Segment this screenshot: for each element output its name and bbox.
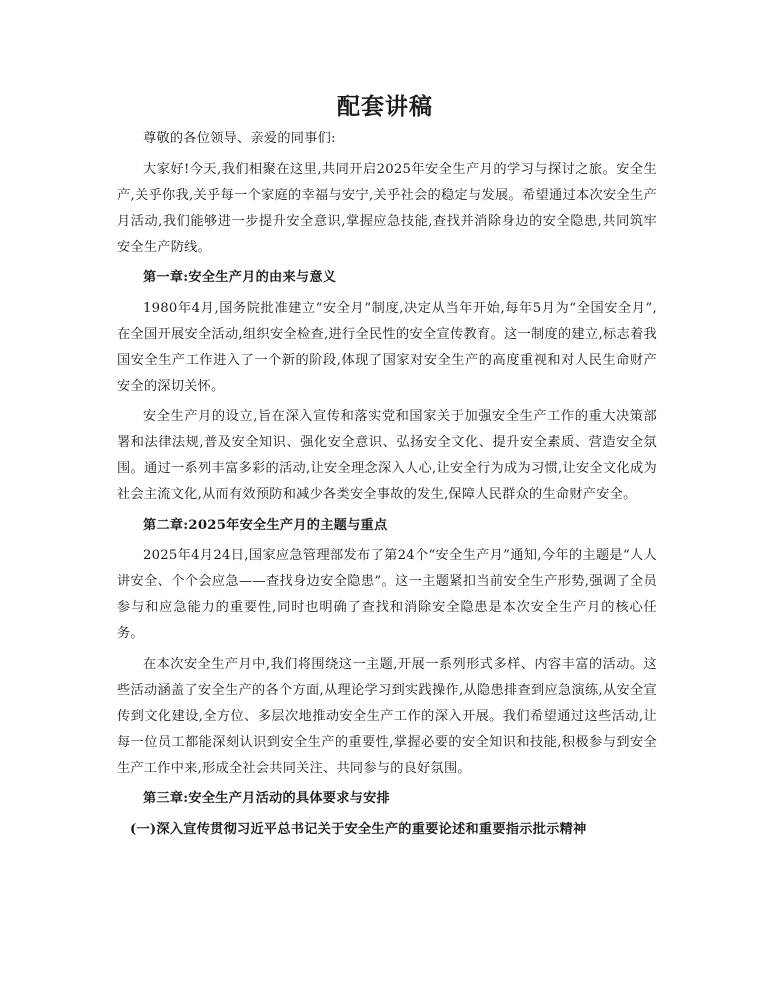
- chapter-3-subheading: (一)深入宣传贯彻习近平总书记关于安全生产的重要论述和重要指示批示精神: [130, 821, 587, 837]
- document-body: [117, 126, 657, 847]
- chapter-3-heading: 第三章:安全生产月活动的具体要求与安排: [143, 791, 390, 806]
- page-title: 配套讲稿: [337, 93, 433, 120]
- chapter-2-heading: 第二章:2025年安全生产月的主题与重点: [143, 517, 388, 533]
- chapter-1-paragraph-2: 安全生产月的设立,旨在深入宣传和落实党和国家关于加强安全生产工作的重大决策部署和法律法规,普及安全知识、强化安全意识、弘扬安全文化、提升安全素质、营造安全氛围。通过一系列丰富多彩的活动,让安全理念深入人心,让安全行为成为习惯,让安全文化成为社会主流文化,从而有效预防和减少各类安全事故的发生,保障人民群众的生命财产安全。: [117, 409, 657, 502]
- chapter-2-paragraph-2: 在本次安全生产月中,我们将围绕这一主题,开展一系列形式多样、内容丰富的活动。这些活动涵盖了安全生产的各个方面,从理论学习到实践操作,从隐患排查到应急演练,从安全宣传到文化建设,全方位、多层次地推动安全生产工作的深入开展。我们希望通过这些活动,让每一位员工都能深刻认识到安全生产的重要性,掌握必要的安全知识和技能,积极参与到安全生产工作中来,形成全社会共同关注、共同参与的良好氛围。: [117, 656, 657, 776]
- greeting-text: 尊敬的各位领导、亲爱的同事们:: [143, 131, 336, 146]
- intro-paragraph: 大家好!今天,我们相聚在这里,共同开启2025年安全生产月的学习与探讨之旅。安全生产,关乎你我,关乎每一个家庭的幸福与安宁,关乎社会的稳定与发展。希望通过本次安全生产月活动,我们能够进一步提升安全意识,掌握应急技能,查找并消除身边的安全隐患,共同筑牢安全生产防线。: [117, 161, 657, 255]
- chapter-2-paragraph-1: 2025年4月24日,国家应急管理部发布了第24个“安全生产月”通知,今年的主题是“人人讲安全、个个会应急——查找身边安全隐患”。这一主题紧扣当前安全生产形势,强调了全员参与和应急能力的重要性,同时也明确了查找和消除安全隐患是本次安全生产月的核心任务。: [117, 548, 657, 641]
- chapter-1-heading: 第一章:安全生产月的由来与意义: [143, 270, 337, 285]
- chapter-1-paragraph-1: 1980年4月,国务院批准建立“安全月”制度,决定从当年开始,每年5月为“全国安全月”,在全国开展安全活动,组织安全检查,进行全民性的安全宣传教育。这一制度的建立,标志着我国安全生产工作进入了一个新的阶段,体现了国家对安全生产的高度重视和对人民生命财产安全的深切关怀。: [117, 300, 657, 394]
